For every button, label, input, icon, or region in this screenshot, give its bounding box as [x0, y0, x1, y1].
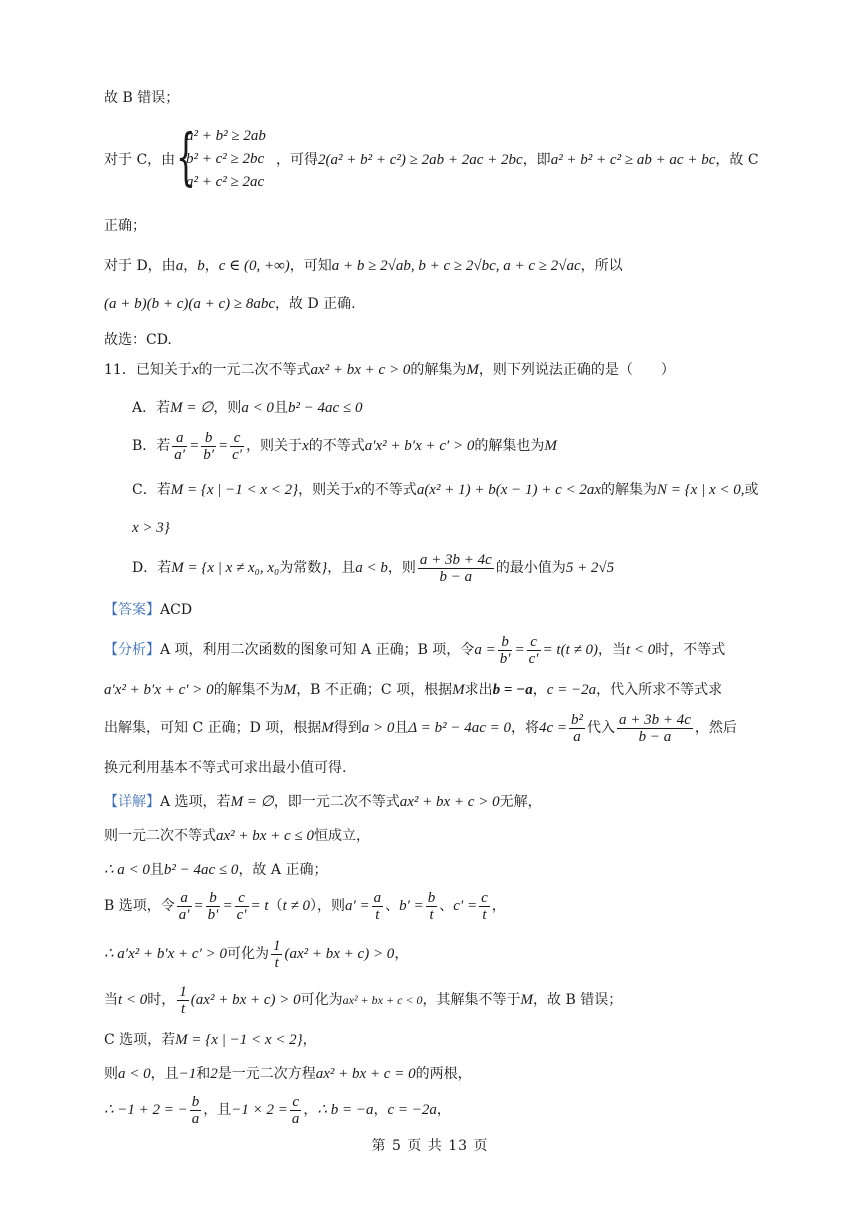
fraction	[290, 1094, 302, 1127]
text: ，且	[203, 1102, 232, 1118]
fraction	[201, 430, 216, 463]
option-d	[132, 550, 614, 586]
math: x	[354, 482, 361, 498]
text: B．若	[132, 438, 171, 454]
numerator: c	[527, 634, 541, 651]
text: B 选项，令	[104, 898, 175, 914]
text: 的不等式	[308, 438, 365, 454]
text: ，即	[522, 152, 551, 168]
denominator: t	[375, 906, 380, 923]
denominator: a′	[178, 906, 190, 923]
text: 的解集为	[601, 482, 658, 498]
text: ，故 A 正确；	[238, 862, 328, 878]
math: = t(t ≠ 0)	[542, 642, 598, 658]
detail-tag: 【详解】	[104, 794, 160, 810]
math: ax² + bx + c = 0	[315, 1066, 416, 1082]
math: ax² + bx + c > 0	[399, 794, 500, 810]
text: 的解集为	[410, 362, 467, 378]
math: c = −2a	[546, 682, 597, 698]
text: ，	[204, 258, 219, 274]
math: Δ = b² − 4ac = 0	[408, 720, 511, 736]
math: x	[191, 362, 199, 378]
numerator: c	[230, 430, 244, 447]
answer-tag: 【答案】	[104, 602, 160, 618]
math: a < 0	[241, 400, 274, 416]
fraction	[617, 712, 693, 745]
text: D．若	[132, 560, 172, 576]
math: a > 0	[361, 720, 395, 736]
analysis-line	[104, 680, 722, 700]
denominator: t	[482, 906, 487, 923]
equation: a² + b² ≥ 2ab	[186, 128, 266, 144]
option-a	[132, 398, 362, 418]
math: b² − 4ac ≤ 0	[287, 400, 363, 416]
math: a′x² + b′x + c′ > 0	[364, 438, 475, 454]
text: ，	[436, 1102, 451, 1118]
denominator: c′	[528, 650, 539, 667]
math: =	[222, 898, 233, 914]
fraction	[527, 634, 541, 667]
text: 当	[104, 992, 118, 1008]
text: 11．已知关于	[104, 362, 192, 378]
denominator: t	[429, 906, 434, 923]
denominator: c′	[232, 446, 243, 463]
numerator: a + 3b + 4c	[419, 551, 492, 568]
text: 可化为	[226, 946, 269, 962]
text: 可化为	[300, 992, 343, 1008]
fraction	[206, 890, 221, 923]
math: −1 × 2 =	[231, 1102, 288, 1118]
text: A 项，利用二次函数的图象可知 A 正确；B 项，令	[160, 642, 475, 658]
numerator: a	[177, 890, 192, 907]
question-stem	[104, 360, 675, 380]
denominator: a	[291, 1110, 300, 1127]
text: ，将	[510, 720, 539, 736]
math: M = ∅	[170, 400, 214, 416]
math: x > 3}	[132, 520, 170, 536]
math: ∴ b = −a	[317, 1102, 374, 1118]
text: 恒成立，	[313, 828, 370, 844]
text-line	[276, 150, 759, 170]
detail-line	[104, 1064, 472, 1084]
text: 的两根，	[415, 1066, 472, 1082]
text: 时，不等式	[655, 642, 726, 658]
math: 2	[210, 1066, 218, 1082]
math: ax² + bx + c > 0	[310, 362, 411, 378]
denominator: a′	[174, 446, 186, 463]
numerator: b	[191, 1093, 200, 1110]
text: ，B 不正确；C 项，根据	[296, 682, 453, 698]
text-line	[104, 256, 623, 276]
option-c	[132, 480, 758, 500]
text: 的不等式	[360, 482, 417, 498]
text: 故 B 错误；	[104, 90, 180, 106]
text: 、	[439, 898, 454, 914]
analysis-tag: 【分析】	[104, 642, 160, 658]
math: =	[189, 438, 200, 454]
fraction	[190, 1094, 202, 1127]
detail-line	[104, 982, 622, 1018]
denominator: a	[573, 728, 581, 745]
detail-line	[104, 888, 506, 924]
math: a < 0	[118, 1066, 151, 1082]
numerator: b	[206, 890, 221, 907]
text: 的一元二次不等式	[198, 362, 311, 378]
text: ，则关于	[246, 438, 303, 454]
text: 且	[273, 400, 288, 416]
math: =	[193, 898, 204, 914]
numerator: 1	[272, 937, 281, 954]
numerator: a + 3b + 4c	[619, 711, 691, 728]
numerator: b	[201, 430, 216, 447]
text: 且	[149, 862, 164, 878]
option-b	[132, 428, 557, 464]
math: b² − 4ac ≤ 0	[163, 862, 239, 878]
numerator: c	[481, 889, 488, 906]
analysis-line	[104, 632, 725, 668]
math: M	[544, 438, 557, 454]
detail-line	[104, 860, 327, 880]
math: =	[217, 438, 229, 454]
text: ），则	[309, 898, 345, 914]
math: (ax² + bx + c) > 0	[190, 992, 301, 1008]
fraction	[372, 890, 384, 923]
text: ，可得	[276, 152, 318, 168]
fraction	[418, 552, 494, 585]
equation: b² + c² ≥ 2bc	[186, 151, 265, 167]
math: M	[321, 720, 334, 736]
math: c ∈ (0, +∞)	[218, 258, 290, 274]
math: (a + b)(b + c)(a + c) ≥ 8abc	[104, 296, 276, 312]
denominator: b − a	[638, 728, 672, 745]
math: a′ =	[344, 898, 370, 914]
text: 无解，	[499, 794, 542, 810]
text: 且	[394, 720, 409, 736]
text: 的最小值为	[495, 560, 566, 576]
left-brace: {	[176, 120, 196, 193]
text: ，然后	[694, 720, 737, 736]
page-footer: 第 5 页 共 13 页	[371, 1138, 489, 1154]
denominator: a	[191, 1110, 200, 1127]
text: 和	[196, 1066, 211, 1082]
text-line	[132, 518, 170, 538]
denominator: b′	[499, 650, 511, 667]
math: (ax² + bx + c) > 0	[284, 946, 395, 962]
math: M	[466, 362, 479, 378]
text: ，所以	[580, 258, 623, 274]
math: M = {x | −1 < x < 2}	[170, 482, 299, 498]
detail-line	[104, 936, 408, 972]
math: a < b	[355, 560, 388, 576]
math: ∴ a′x² + b′x + c′ > 0	[104, 946, 227, 962]
math: b′ =	[399, 898, 424, 914]
math: M	[520, 992, 533, 1008]
math: }	[321, 560, 328, 576]
fraction	[235, 890, 249, 923]
text: 是一元二次方程	[217, 1066, 316, 1082]
text: ，当	[597, 642, 626, 658]
equation-system	[176, 120, 276, 194]
numerator: b	[498, 634, 513, 651]
numerator: a	[172, 430, 187, 447]
denominator: c′	[236, 906, 247, 923]
text: A 选项，若	[160, 794, 231, 810]
text: A．若	[132, 400, 171, 416]
math: ∴ a < 0	[104, 862, 150, 878]
fraction	[172, 430, 187, 463]
math: t ≠ 0	[282, 898, 310, 914]
denominator: b′	[203, 446, 214, 463]
math: ax² + bx + c < 0	[342, 993, 423, 1007]
text: 出解集，可知 C 正确；D 项，根据	[104, 720, 322, 736]
answer-line	[104, 600, 192, 620]
math: c = −2a	[387, 1102, 437, 1118]
numerator: b	[427, 889, 436, 906]
text: 代入	[587, 720, 616, 736]
fraction	[177, 890, 192, 923]
text: 故选：CD.	[104, 332, 172, 348]
fraction	[426, 890, 438, 923]
math: c′ =	[453, 898, 478, 914]
fraction	[271, 938, 283, 971]
text: ，	[373, 1102, 388, 1118]
math: = t	[250, 898, 269, 914]
text: （	[268, 898, 283, 914]
text: 则	[104, 1066, 118, 1082]
math: a + b ≥ 2√ab, b + c ≥ 2√bc, a + c ≥ 2√ac	[331, 258, 581, 274]
text: ，	[394, 946, 409, 962]
fraction	[498, 634, 513, 667]
text: ，	[302, 1032, 317, 1048]
math: M	[452, 682, 465, 698]
math: N = {x | x < 0,	[657, 482, 745, 498]
math: ∴ −1 + 2 = −	[104, 1102, 188, 1118]
text: 得到	[333, 720, 362, 736]
text: ，故 D 正确.	[275, 296, 356, 312]
numerator: b²	[571, 711, 584, 728]
denominator: t	[274, 954, 279, 971]
text: ，故 B 错误；	[533, 992, 623, 1008]
text-line	[104, 330, 172, 350]
denominator: b − a	[439, 568, 473, 585]
text-line	[104, 88, 179, 108]
math: b = −a	[492, 682, 533, 698]
fraction	[230, 430, 244, 463]
math: M	[283, 682, 297, 698]
detail-line	[104, 1092, 451, 1128]
math: x	[302, 438, 309, 454]
text-line	[104, 294, 356, 314]
text: ，则	[387, 560, 416, 576]
text: 的解集也为	[474, 438, 545, 454]
text: 时，	[147, 992, 176, 1008]
math: M = ∅	[230, 794, 274, 810]
text: ，即一元二次不等式	[273, 794, 400, 810]
analysis-line	[104, 758, 346, 778]
fraction	[569, 712, 585, 745]
fraction	[177, 984, 189, 1017]
numerator: a	[373, 889, 382, 906]
text: ，其解集不等于	[422, 992, 521, 1008]
math: ax² + bx + c ≤ 0	[216, 828, 314, 844]
text: 换元利用基本不等式可求出最小值可得.	[104, 760, 347, 776]
text: 或	[744, 482, 759, 498]
text: ，则关于	[298, 482, 355, 498]
detail-line	[104, 826, 370, 846]
text: ，代入所求不等式求	[596, 682, 723, 698]
denominator: b′	[207, 906, 219, 923]
text: 、	[385, 898, 400, 914]
math: b	[197, 258, 205, 274]
equation: a² + c² ≥ 2ac	[186, 174, 265, 190]
numerator: c	[235, 890, 249, 907]
math: a =	[474, 642, 496, 658]
text: 则一元二次不等式	[104, 828, 216, 844]
text-line	[104, 150, 175, 170]
text: 的解集不为	[213, 682, 284, 698]
math: a′x² + b′x + c′ > 0	[104, 682, 214, 698]
text: ，则	[213, 400, 242, 416]
math: M = {x | x ≠ x₀, x₀	[171, 560, 280, 576]
text: ，	[183, 258, 198, 274]
text: 求出	[464, 682, 493, 698]
math: −1	[178, 1066, 197, 1082]
denominator: t	[180, 1000, 186, 1017]
answer-value: ACD	[160, 602, 193, 618]
text: ，	[491, 898, 506, 914]
math: 2(a² + b² + c²) ≥ 2ab + 2ac + 2bc	[318, 152, 523, 168]
text: C 选项，若	[104, 1032, 176, 1048]
text: ，且	[150, 1066, 179, 1082]
numerator: c	[290, 1094, 302, 1111]
math: a(x² + 1) + b(x − 1) + c < 2ax	[416, 482, 602, 498]
detail-line	[104, 792, 542, 812]
math: M = {x | −1 < x < 2}	[175, 1032, 303, 1048]
fraction	[479, 890, 490, 923]
math: t < 0	[625, 642, 656, 658]
math: 4c =	[538, 720, 568, 736]
text: ，则下列说法正确的是（ ）	[478, 362, 675, 378]
math: 5 + 2√5	[565, 560, 615, 576]
text-line	[104, 216, 146, 236]
text: 对于 C，由	[104, 152, 176, 168]
text: 为常数	[279, 560, 322, 576]
text: 正确；	[104, 218, 146, 234]
math: a² + b² + c² ≥ ab + ac + bc	[550, 152, 716, 168]
text: ，可知	[289, 258, 332, 274]
math: =	[514, 642, 525, 658]
text: ，且	[327, 560, 356, 576]
detail-line	[104, 1030, 317, 1050]
math: a	[175, 258, 184, 274]
text: C．若	[132, 482, 171, 498]
text: ，	[532, 682, 547, 698]
text: 对于 D，由	[104, 258, 176, 274]
text: ，	[303, 1102, 318, 1118]
numerator: 1	[179, 983, 187, 1000]
text: ，故 C	[715, 152, 759, 168]
math: t < 0	[118, 992, 148, 1008]
analysis-line	[104, 710, 737, 746]
